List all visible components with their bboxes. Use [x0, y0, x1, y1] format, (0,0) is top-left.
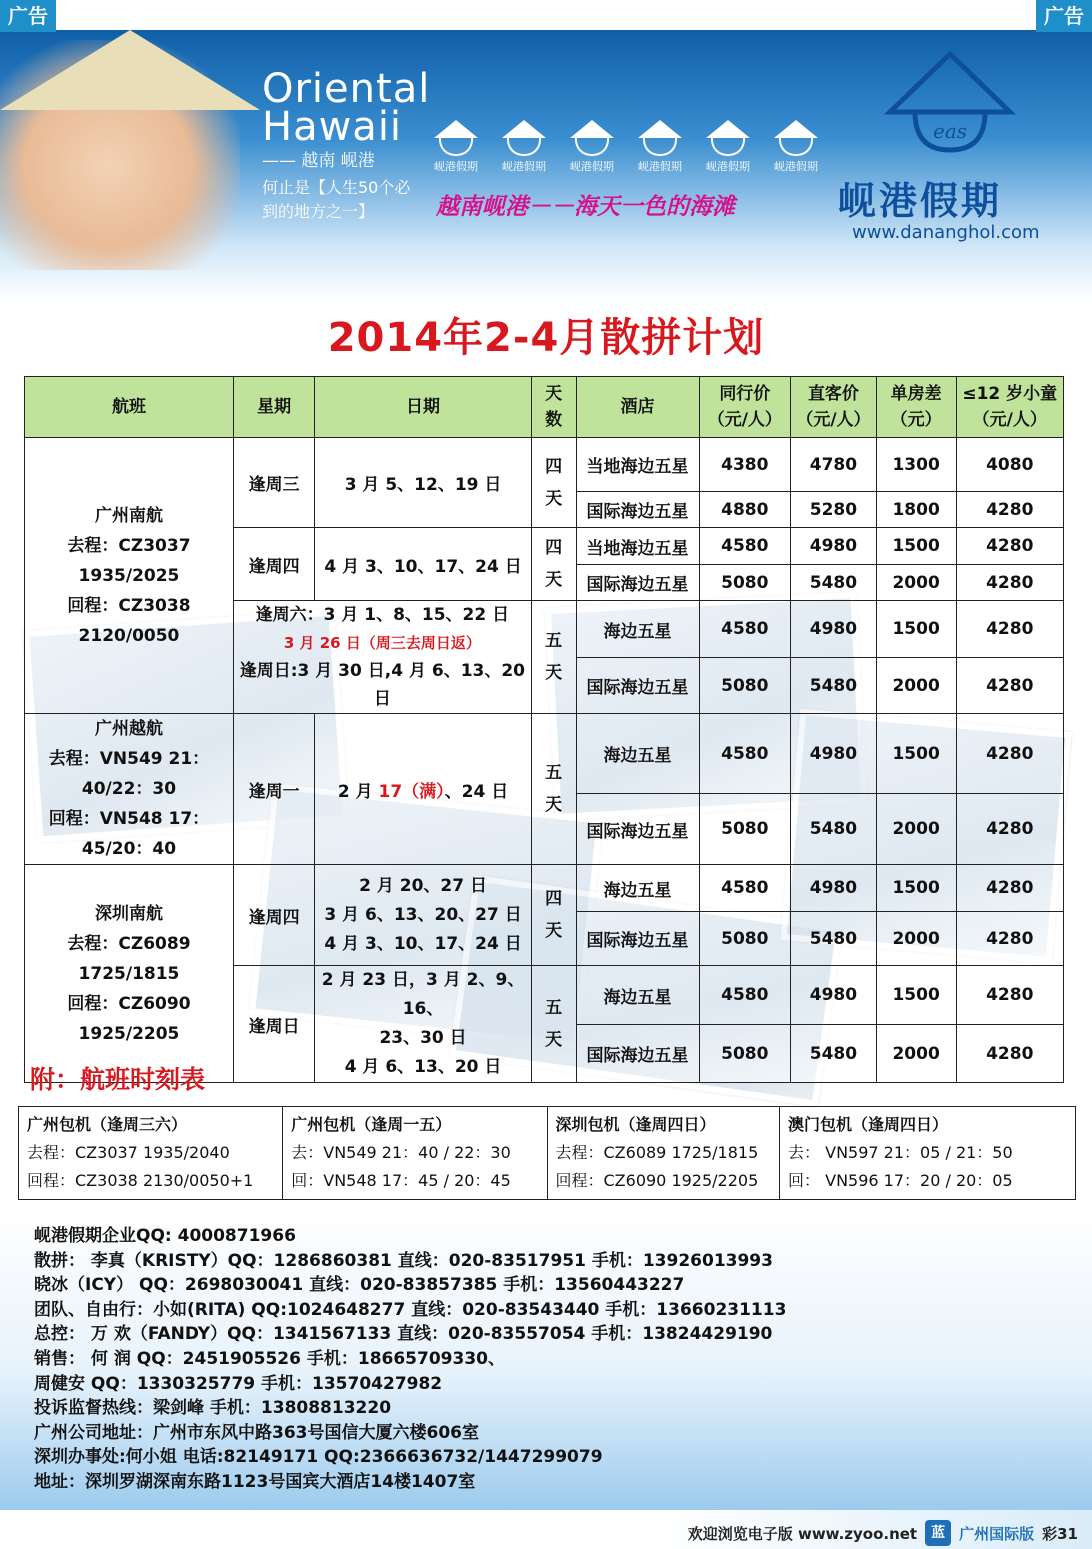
dates-full-flag: 17（满）: [378, 781, 445, 802]
header-weekday: 星期: [233, 377, 314, 438]
schedule-column: [780, 1107, 1076, 1200]
schedule-column: [19, 1107, 283, 1200]
hotel-cell: 当地海边五星: [576, 528, 699, 565]
contact-line: 散拼： 李真（KRISTY）QQ：1286860381 直线：020-83517951 手机：13926013993: [34, 1250, 773, 1271]
page-number: 彩31: [1042, 1524, 1078, 1543]
child-price-cell: 4280: [956, 912, 1063, 966]
dates-line: 2 月 23 日，3 月 2、9、16、: [321, 970, 525, 1019]
schedule-header: 深圳包机（逢周四日）: [555, 1115, 716, 1134]
mascot-label: 岘港假期: [774, 160, 818, 173]
ad-label-left: 广告: [0, 0, 56, 32]
schedule-column: [283, 1107, 547, 1200]
header-direct-price: [791, 377, 877, 438]
hotel-cell: 国际海边五星: [576, 492, 699, 528]
table-row: [25, 714, 1064, 794]
days-cell: [531, 966, 576, 1083]
contact-line: 深圳办事处:何小姐 电话:82149171 QQ:2366636732/1447299079: [34, 1447, 603, 1468]
schedule-outbound: 去程：CZ6089 1725/1815: [555, 1143, 759, 1162]
flight-back: 回程：CZ6090 1925/2205: [67, 993, 191, 1044]
flight-name: 广州南航: [94, 505, 163, 526]
footer: [688, 1520, 1078, 1546]
header-peer-price-2: （元/人）: [707, 410, 782, 430]
mascot-icon: [632, 120, 688, 174]
mascot-label: 岘港假期: [570, 160, 614, 173]
header-days: [531, 377, 576, 438]
schedule-header: 广州包机（逢周三六）: [27, 1115, 188, 1134]
peer-price-cell: 4580: [699, 966, 791, 1025]
header-flight: 航班: [25, 377, 234, 438]
mascot-icon: [496, 120, 552, 174]
header-peer-price-1: 同行价: [719, 384, 771, 404]
header-child-2: （元/人）: [972, 410, 1047, 430]
hotel-cell: 海边五星: [576, 601, 699, 658]
direct-price-cell: 4980: [791, 865, 877, 912]
direct-price-cell: 5480: [791, 565, 877, 601]
schedule-column: [547, 1107, 780, 1200]
days-cell: [531, 865, 576, 966]
flight-schedule-table: [18, 1106, 1076, 1200]
days-cell: [531, 714, 576, 865]
mascot-label: 岘港假期: [638, 160, 682, 173]
table-header-row: [25, 377, 1064, 438]
contact-line: 晓冰（ICY） QQ：2698030041 直线：020-83857385 手机：13560443227: [34, 1275, 685, 1296]
days-char: 五: [545, 763, 563, 783]
child-price-cell: 4280: [956, 794, 1063, 865]
days-char: 天: [545, 1030, 563, 1050]
mascot-icon: [564, 120, 620, 174]
mascot-label: 岘港假期: [502, 160, 546, 173]
days-char: 天: [545, 570, 563, 590]
days-char: 四: [545, 889, 563, 909]
child-price-cell: 4280: [956, 492, 1063, 528]
flight-cell: [25, 714, 234, 865]
dates-line-highlight: 3 月 26 日（周三去周日返）: [283, 634, 481, 652]
schedule-outbound: 去程：CZ3037 1935/2040: [27, 1143, 230, 1162]
header-single-1: 单房差: [890, 384, 942, 404]
contact-line: 总控： 万 欢（FANDY）QQ：1341567133 直线：020-83557054 手机：13824429190: [34, 1324, 773, 1345]
days-char: 五: [545, 631, 563, 651]
dates-cell: 4 月 3、10、17、24 日: [315, 528, 531, 601]
days-cell: [531, 438, 576, 528]
child-price-cell: 4280: [956, 601, 1063, 658]
oriental-hawaii-logo: [262, 66, 431, 150]
days-char: 天: [545, 663, 563, 683]
single-supplement-cell: 1500: [876, 966, 956, 1025]
days-char: 五: [545, 998, 563, 1018]
brand-mascot-icon: [880, 50, 1020, 160]
dates-line: 逢周日:3 月 30 日,4 月 6、13、20 日: [239, 661, 526, 709]
mascot-icon: [700, 120, 756, 174]
page-title: 2014年2-4月散拼计划: [327, 315, 765, 361]
days-char: 天: [545, 488, 563, 509]
contact-line: 地址：深圳罗湖深南东路1123号国宾大酒店14楼1407室: [34, 1471, 476, 1492]
edition-label: 广州国际版: [959, 1524, 1035, 1543]
mascot-icon: [768, 120, 824, 174]
weekday-cell: 逢周日: [233, 966, 314, 1083]
header-hotel: 酒店: [576, 377, 699, 438]
peer-price-cell: 5080: [699, 912, 791, 966]
schedule-header: 澳门包机（逢周四日）: [788, 1115, 949, 1134]
schedule-outbound: 去： VN597 21：05 / 21：50: [788, 1143, 1013, 1162]
single-supplement-cell: 1500: [876, 528, 956, 565]
single-supplement-cell: 2000: [876, 565, 956, 601]
peer-price-cell: 5080: [699, 1025, 791, 1083]
oriental-line-2: Hawaii: [262, 104, 403, 150]
edition-badge-icon: 蓝: [925, 1520, 951, 1546]
direct-price-cell: 5280: [791, 492, 877, 528]
weekday-cell: 逢周一: [233, 714, 314, 865]
direct-price-cell: 5480: [791, 794, 877, 865]
weekday-cell: 逢周三: [233, 438, 314, 528]
schedule-return: 回程：CZ3038 2130/0050+1: [27, 1171, 254, 1190]
days-char: 四: [545, 538, 563, 558]
direct-price-cell: 4980: [791, 601, 877, 658]
schedule-title: 附：航班时刻表: [30, 1065, 206, 1094]
hotel-cell: 国际海边五星: [576, 1025, 699, 1083]
peer-price-cell: 4580: [699, 601, 791, 658]
direct-price-cell: 5480: [791, 658, 877, 714]
contact-line: 广州公司地址：广州市东风中路363号国信大厦六楼606室: [34, 1422, 479, 1443]
hotel-cell: 海边五星: [576, 714, 699, 794]
oriental-subtitle: —— 越南 岘港: [262, 151, 375, 171]
flight-out: 去程：CZ6089 1725/1815: [67, 933, 191, 984]
dates-text: 、24 日: [444, 781, 509, 802]
flight-name: 深圳南航: [94, 903, 163, 924]
hotel-cell: 国际海边五星: [576, 794, 699, 865]
hotel-cell: 国际海边五星: [576, 658, 699, 714]
brand-url: www.dananghol.com: [852, 222, 1040, 243]
contact-line: 销售： 何 润 QQ：2451905526 手机：18665709330、: [34, 1348, 505, 1369]
header-days-1: 天: [545, 384, 563, 404]
direct-price-cell: 4980: [791, 714, 877, 794]
header-child-1: ≤12 岁小童: [962, 384, 1058, 404]
days-char: 四: [545, 456, 563, 477]
direct-price-cell: 4980: [791, 966, 877, 1025]
direct-price-cell: 5480: [791, 912, 877, 966]
conical-hat-image: [0, 30, 260, 110]
days-char: 天: [545, 795, 563, 815]
mascot-label: 岘港假期: [434, 160, 478, 173]
peer-price-cell: 4880: [699, 492, 791, 528]
peer-price-cell: 5080: [699, 565, 791, 601]
flight-name: 广州越航: [94, 719, 163, 739]
peer-price-cell: 4580: [699, 865, 791, 912]
banner-tagline: 何止是【人生50个必到的地方之一】: [262, 178, 411, 221]
merged-dates-cell: [233, 601, 531, 714]
dates-line: 逢周六：3 月 1、8、15、22 日: [255, 605, 510, 625]
hotel-cell: 国际海边五星: [576, 565, 699, 601]
peer-price-cell: 4580: [699, 528, 791, 565]
hotel-cell: 当地海边五星: [576, 438, 699, 492]
contact-line: 投诉监督热线：梁剑峰 手机：13808813220: [34, 1398, 392, 1419]
single-supplement-cell: 2000: [876, 794, 956, 865]
child-price-cell: 4280: [956, 1025, 1063, 1083]
direct-price-cell: 5480: [791, 1025, 877, 1083]
single-supplement-cell: 2000: [876, 912, 956, 966]
flight-out: 去程：CZ3037 1935/2025: [67, 535, 191, 586]
peer-price-cell: 4580: [699, 714, 791, 794]
contact-info: [34, 1224, 1074, 1495]
dates-cell: [315, 865, 531, 966]
child-price-cell: 4280: [956, 865, 1063, 912]
schedule-header: 广州包机（逢周一五）: [291, 1115, 452, 1134]
peer-price-cell: 5080: [699, 794, 791, 865]
flight-back: 回程：CZ3038 2120/0050: [67, 595, 191, 646]
child-price-cell: 4280: [956, 714, 1063, 794]
header-direct-price-2: （元/人）: [796, 410, 871, 430]
peer-price-cell: 5080: [699, 658, 791, 714]
single-supplement-cell: 2000: [876, 1025, 956, 1083]
single-supplement-cell: 1300: [876, 438, 956, 492]
flight-back: 回程：VN548 17：45/20：40: [48, 809, 210, 859]
contact-line: 周健安 QQ：1330325779 手机：13570427982: [34, 1373, 443, 1394]
header-peer-price: [699, 377, 791, 438]
child-price-cell: 4280: [956, 658, 1063, 714]
footer-browse-link[interactable]: 欢迎浏览电子版 www.zyoo.net: [687, 1524, 918, 1543]
banner-slogan: 越南岘港－－海天一色的海滩: [436, 194, 735, 220]
header-days-2: 数: [545, 410, 563, 430]
flight-out: 去程：VN549 21：40/22：30: [48, 749, 210, 799]
child-price-cell: 4080: [956, 438, 1063, 492]
dates-line: 4 月 3、10、17、24 日: [324, 933, 522, 954]
schedule-outbound: 去：VN549 21：40 / 22：30: [291, 1143, 511, 1162]
hotel-cell: 国际海边五星: [576, 912, 699, 966]
tour-plan-table: [24, 376, 1064, 1083]
single-supplement-cell: 1500: [876, 865, 956, 912]
schedule-return: 回程：CZ6090 1925/2205: [555, 1171, 759, 1190]
single-supplement-cell: 1500: [876, 601, 956, 658]
child-price-cell: 4280: [956, 528, 1063, 565]
table-row: [25, 865, 1064, 912]
direct-price-cell: 4780: [791, 438, 877, 492]
days-cell: [531, 601, 576, 714]
mascot-icon: [428, 120, 484, 174]
dates-line: 4 月 6、13、20 日: [344, 1057, 502, 1077]
hotel-cell: 海边五星: [576, 966, 699, 1025]
contact-line: 团队、自由行：小如(RITA) QQ:1024648277 直线：020-83543440 手机：13660231113: [34, 1299, 787, 1320]
table-row: [25, 438, 1064, 492]
header-direct-price-1: 直客价: [807, 384, 859, 404]
header-single-2: （元）: [890, 410, 942, 430]
ad-label-right: 广告: [1036, 0, 1092, 32]
oriental-line-1: Oriental: [262, 66, 431, 112]
days-cell: [531, 528, 576, 601]
hotel-cell: 海边五星: [576, 865, 699, 912]
flight-cell: [25, 438, 234, 714]
dates-cell: [315, 966, 531, 1083]
mascot-label: 岘港假期: [706, 160, 750, 173]
single-supplement-cell: 1500: [876, 714, 956, 794]
weekday-cell: 逢周四: [233, 528, 314, 601]
contact-line: 岘港假期企业QQ: 4000871966: [34, 1226, 296, 1246]
direct-price-cell: 4980: [791, 528, 877, 565]
dates-line: 2 月 20、27 日: [359, 875, 487, 896]
header-child-price: [956, 377, 1063, 438]
weekday-cell: 逢周四: [233, 865, 314, 966]
peer-price-cell: 4380: [699, 438, 791, 492]
dates-line: 3 月 6、13、20、27 日: [324, 904, 522, 925]
mascot-row: [428, 120, 824, 174]
brand-logo-letters: eas: [932, 119, 968, 143]
schedule-return: 回： VN596 17：20 / 20：05: [788, 1171, 1013, 1190]
table-row: [19, 1107, 1076, 1200]
days-char: 天: [545, 921, 563, 941]
header-single-supplement: [876, 377, 956, 438]
child-price-cell: 4280: [956, 966, 1063, 1025]
brand-name: 岘港假期: [838, 179, 1003, 223]
child-price-cell: 4280: [956, 565, 1063, 601]
flight-cell: [25, 865, 234, 1083]
dates-cell: [315, 714, 531, 865]
dates-line: 23、30 日: [379, 1028, 467, 1048]
schedule-return: 回：VN548 17：45 / 20：45: [291, 1171, 511, 1190]
dates-cell: 3 月 5、12、19 日: [315, 438, 531, 528]
dates-text: 2 月: [337, 781, 379, 802]
single-supplement-cell: 2000: [876, 658, 956, 714]
single-supplement-cell: 1800: [876, 492, 956, 528]
header-dates: 日期: [315, 377, 531, 438]
